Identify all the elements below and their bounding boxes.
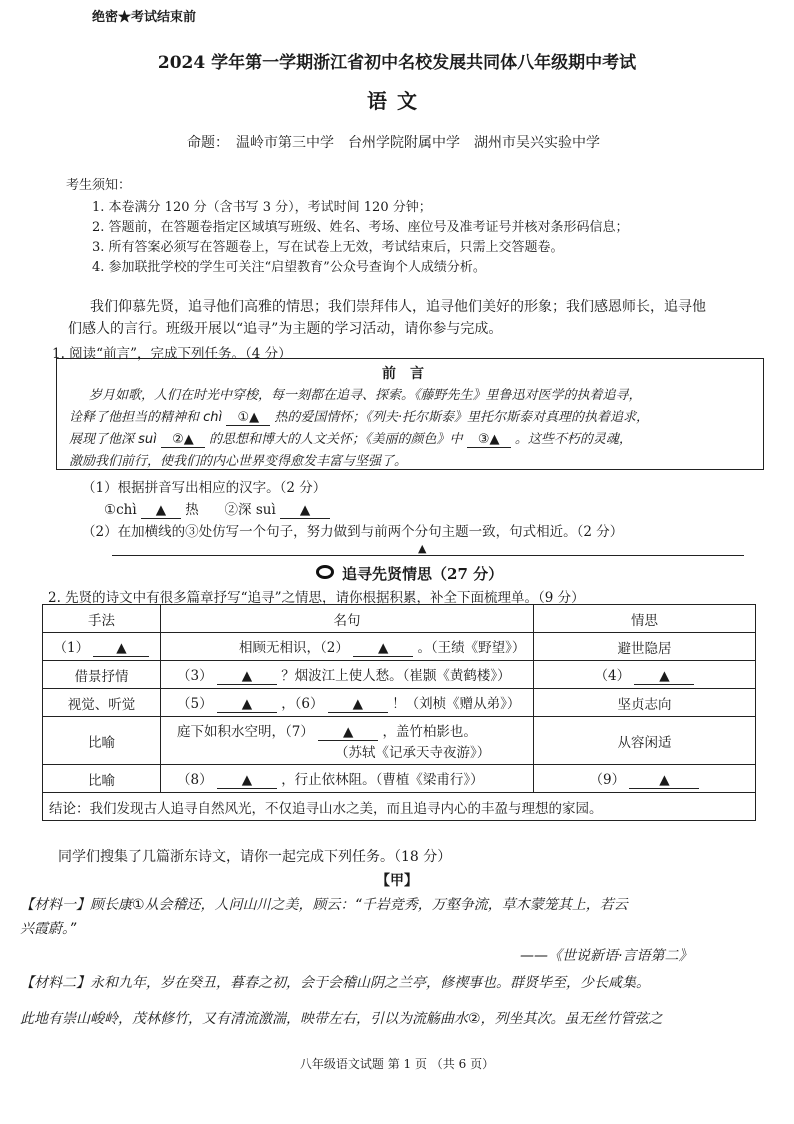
preface-text: 展现了他深 suì: [69, 432, 157, 447]
emotion-cell: 避世隐居: [534, 633, 756, 661]
pinyin-items: [104, 498, 330, 519]
material-line: 兴霞蔚。”: [20, 921, 77, 937]
poem-text: ！（刘桢《赠从弟》）: [392, 696, 521, 712]
preface-blank-1[interactable]: ①▲: [226, 410, 270, 426]
ring-icon: [316, 565, 334, 579]
question-3-intro: 同学们搜集了几篇浙东诗文，请你一起完成下列任务。（18 分）: [58, 849, 452, 865]
answer-blank[interactable]: ▲: [629, 772, 699, 789]
notice-item: 3. 所有答案必须写在答题卷上，写在试卷上无效，考试结束后，只需上交答题卷。: [92, 240, 564, 255]
method-cell: 比喻: [43, 765, 161, 793]
method-cell: 比喻: [43, 717, 161, 765]
poem-source: （苏轼《记承天寺夜游》）: [335, 745, 491, 761]
preface-line: [69, 406, 649, 426]
author-school: 湖州市吴兴实验中学: [474, 135, 600, 151]
answer-marker: ▲: [418, 542, 427, 555]
preface-line: 激励我们前行，使我们的内心世界变得愈发丰富与坚强了。: [69, 454, 408, 469]
part-label: 【甲】: [376, 873, 418, 889]
section-title: 追寻先贤情思（27 分）: [342, 565, 504, 583]
emotion-cell: [534, 661, 756, 689]
emotion-cell: [534, 765, 756, 793]
table-header: 名句: [161, 605, 534, 633]
table-row: [43, 633, 756, 661]
answer-blank[interactable]: ▲: [328, 696, 388, 713]
poem-text: （5）: [177, 696, 213, 712]
preface-blank-3[interactable]: ③▲: [467, 432, 511, 448]
notice-item: 1. 本卷满分 120 分（含书写 3 分），考试时间 120 分钟；: [92, 200, 432, 215]
emotion-cell: 从容闲适: [534, 717, 756, 765]
preface-text: 。这些不朽的灵魂，: [514, 432, 632, 447]
preface-text: 诠释了他担当的精神和 chì: [69, 410, 223, 425]
answer-blank[interactable]: ▲: [217, 668, 277, 685]
table-header: 情思: [534, 605, 756, 633]
table-row: [43, 661, 756, 689]
method-cell: 借景抒情: [43, 661, 161, 689]
confidential-label: 绝密★考试结束前: [92, 10, 197, 25]
exam-title: 2024 学年第一学期浙江省初中名校发展共同体八年级期中考试: [157, 53, 637, 73]
poem-text: （3）: [177, 668, 213, 684]
answer-line[interactable]: [112, 555, 744, 556]
preface-box: [56, 358, 764, 470]
sub-question-1: （1）根据拼音写出相应的汉字。（2 分）: [82, 480, 327, 496]
preface-line: [69, 428, 632, 448]
poem-text: ，盖竹柏影也。: [382, 724, 477, 740]
question-2-prompt: 2. 先贤的诗文中有很多篇章抒写“追寻”之情思，请你根据积累，补全下面梳理单。（9 分）: [48, 590, 585, 606]
blank-number: （1）: [53, 640, 90, 656]
preface-blank-2[interactable]: ②▲: [161, 432, 205, 448]
author-school: 台州学院附属中学: [348, 135, 460, 151]
preface-title: 前言: [382, 366, 438, 382]
table-header: 手法: [43, 605, 161, 633]
emotion-cell: 坚贞志向: [534, 689, 756, 717]
lines-cell: [161, 717, 534, 765]
lines-cell: [161, 661, 534, 689]
lines-cell: [161, 765, 534, 793]
preface-text: 的思想和博大的人文关怀；《美丽的颜色》中: [209, 432, 463, 447]
notice-item: 2. 答题前，在答题卷指定区域填写班级、姓名、考场、座位号及准考证号并核对条形码信息；: [92, 220, 629, 235]
pinyin-label: ①chì: [104, 502, 137, 518]
answer-blank[interactable]: ▲: [217, 772, 277, 789]
poem-text: 。（王绩《野望》）: [417, 640, 526, 656]
question-1-prompt: 1. 阅读“前言”，完成下列任务。（4 分）: [52, 346, 292, 362]
poem-text: 相顾无相识，（2）: [239, 640, 349, 656]
author-school: 温岭市第三中学: [236, 135, 334, 151]
pinyin-label: 热: [185, 502, 199, 518]
blank-number: （9）: [589, 772, 626, 788]
material-line: 此地有崇山峻岭，茂林修竹，又有清流激湍，映带左右，引以为流觞曲水②，列坐其次。虽无丝竹管弦之: [20, 1011, 663, 1027]
sub-question-2: （2）在加横线的③处仿写一个句子，努力做到与前两个分句主题一致，句式相近。（2 分）: [82, 524, 624, 540]
material-line: 【材料二】永和九年，岁在癸丑，暮春之初，会于会稽山阴之兰亭，修禊事也。群贤毕至，少长咸集。: [20, 975, 650, 991]
lines-cell: [161, 689, 534, 717]
material-source: ——《世说新语·言语第二》: [520, 948, 693, 964]
answer-blank[interactable]: ▲: [318, 724, 378, 741]
poem-text: ，（6）: [281, 696, 324, 712]
poem-text: ，行止依林阻。（曹植《梁甫行》）: [281, 772, 484, 788]
table-row: [43, 689, 756, 717]
material-line: 【材料一】顾长康①从会稽还，人问山川之美，顾云：“千岩竞秀，万壑争流，草木蒙笼其上，若云: [20, 897, 628, 913]
blank-number: （4）: [594, 668, 631, 684]
poem-table: [42, 604, 756, 821]
subject-title: 语文: [367, 89, 427, 113]
poem-text: （8）: [177, 772, 213, 788]
intro-line: 们感人的言行。班级开展以“追寻”为主题的学习活动，请你参与完成。: [68, 321, 503, 337]
table-header-row: [43, 605, 756, 633]
authors-line: [0, 132, 794, 152]
answer-blank[interactable]: ▲: [634, 668, 694, 685]
intro-line: 我们仰慕先贤，追寻他们高雅的情思；我们崇拜伟人，追寻他们美好的形象；我们感恩师长，追寻他: [90, 299, 706, 315]
page-footer: 八年级语文试题 第 1 页 （共 6 页）: [299, 1057, 495, 1071]
preface-text: 热的爱国情怀；《列夫·托尔斯泰》里托尔斯泰对真理的执着追求，: [274, 410, 650, 425]
answer-blank[interactable]: ▲: [93, 640, 149, 657]
answer-blank[interactable]: ▲: [280, 502, 330, 519]
table-row: [43, 793, 756, 821]
poem-text: ？烟波江上使人愁。（崔颢《黄鹤楼》）: [281, 668, 511, 684]
method-cell: [43, 633, 161, 661]
poem-text: 庭下如积水空明，（7）: [177, 724, 314, 740]
authors-prefix: 命题：: [187, 135, 229, 151]
notice-title: 考生须知：: [66, 178, 132, 193]
table-row: [43, 717, 756, 765]
poem-line: [177, 720, 527, 741]
pinyin-label: ②深 suì: [224, 502, 276, 518]
answer-blank[interactable]: ▲: [353, 640, 413, 657]
method-cell: 视觉、听觉: [43, 689, 161, 717]
answer-blank[interactable]: ▲: [141, 502, 181, 519]
table-row: [43, 765, 756, 793]
lines-cell: [161, 633, 534, 661]
notice-item: 4. 参加联批学校的学生可关注“启望教育”公众号查询个人成绩分析。: [92, 260, 486, 275]
answer-blank[interactable]: ▲: [217, 696, 277, 713]
conclusion-cell: 结论：我们发现古人追寻自然风光，不仅追寻山水之美，而且追寻内心的丰盈与理想的家园。: [43, 793, 756, 821]
preface-line: 岁月如歌，人们在时光中穿梭，每一刻都在追寻、探索。《藤野先生》里鲁迅对医学的执着追寻，: [89, 388, 642, 403]
